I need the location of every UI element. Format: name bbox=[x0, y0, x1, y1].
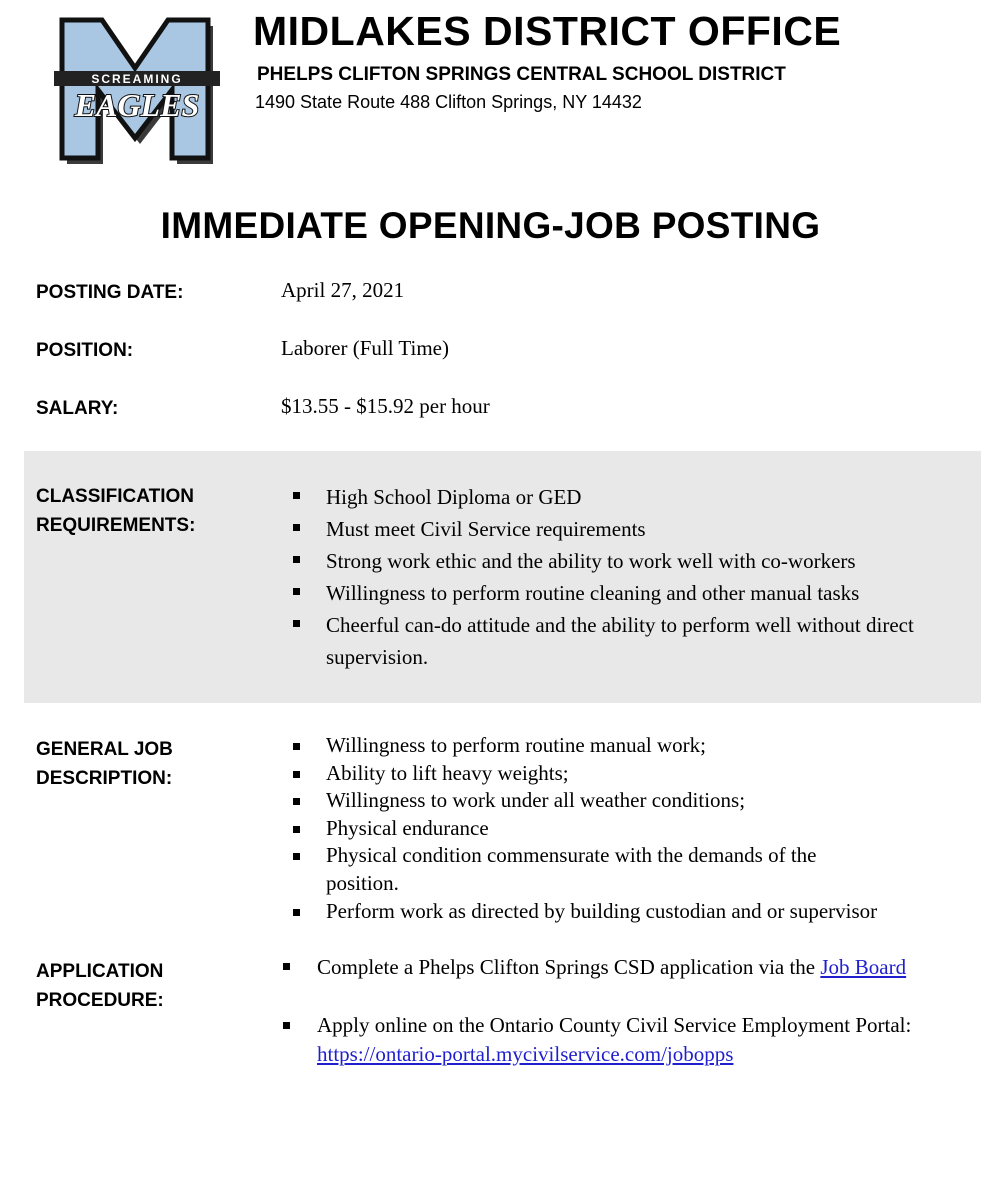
bullet-icon bbox=[293, 909, 300, 916]
bullet-icon bbox=[283, 1022, 290, 1029]
list-item: Perform work as directed by building custodian and or supervisor bbox=[290, 898, 970, 926]
list-item: Strong work ethic and the ability to work well with co-workers bbox=[290, 545, 960, 577]
logo-text-top: SCREAMING bbox=[91, 72, 183, 86]
requirements-list bbox=[290, 481, 960, 673]
bullet-icon bbox=[293, 524, 300, 531]
list-item: Willingness to perform routine manual work; bbox=[290, 732, 970, 760]
list-item: Physical endurance bbox=[290, 815, 970, 843]
salary-value: $13.55 - $15.92 per hour bbox=[281, 394, 490, 418]
list-item: Ability to lift heavy weights; bbox=[290, 760, 970, 788]
general-description-label: GENERAL JOB DESCRIPTION: bbox=[36, 739, 173, 789]
list-item: Willingness to work under all weather conditions; bbox=[290, 787, 970, 815]
district-logo bbox=[40, 8, 230, 178]
bullet-icon bbox=[293, 771, 300, 778]
application-steps-list bbox=[280, 952, 960, 1069]
list-item: Must meet Civil Service requirements bbox=[290, 513, 960, 545]
bullet-icon bbox=[283, 963, 290, 970]
posting-title: IMMEDIATE OPENING-JOB POSTING bbox=[160, 205, 821, 246]
posting-date-label: POSTING DATE: bbox=[36, 282, 184, 303]
bullet-icon bbox=[293, 620, 300, 627]
posting-date-value: April 27, 2021 bbox=[281, 278, 405, 302]
logo-text-main: EAGLES bbox=[74, 87, 200, 123]
bullet-icon bbox=[293, 826, 300, 833]
position-label: POSITION: bbox=[36, 340, 134, 361]
list-item: Complete a Phelps Clifton Springs CSD application via the Job Board bbox=[280, 952, 937, 983]
list-item: High School Diploma or GED bbox=[290, 481, 960, 513]
bullet-icon bbox=[293, 798, 300, 805]
bullet-icon bbox=[293, 853, 300, 860]
org-address: 1490 State Route 488 Clifton Springs, NY 14432 bbox=[255, 92, 642, 112]
job-board-link[interactable]: Job Board bbox=[820, 955, 907, 979]
bullet-icon bbox=[293, 492, 300, 499]
list-item: Cheerful can-do attitude and the ability to perform well without direct supervision. bbox=[290, 609, 960, 673]
bullet-icon bbox=[293, 743, 300, 750]
list-item: Physical condition commensurate with the demands of the position. bbox=[290, 842, 886, 897]
civil-service-portal-link[interactable]: https://ontario-portal.mycivilservice.com/jobopps bbox=[317, 1042, 734, 1066]
classification-label: CLASSIFICATION REQUIREMENTS: bbox=[36, 486, 196, 536]
description-list bbox=[290, 732, 970, 925]
position-value: Laborer (Full Time) bbox=[281, 336, 449, 360]
list-item: Apply online on the Ontario County Civil Service Employment Portal:https://ontario-portal.mycivilservice.com/jobopps bbox=[280, 1011, 937, 1069]
bullet-icon bbox=[293, 588, 300, 595]
org-title: MIDLAKES DISTRICT OFFICE bbox=[253, 8, 842, 54]
org-subtitle: PHELPS CLIFTON SPRINGS CENTRAL SCHOOL DISTRICT bbox=[257, 64, 786, 85]
bullet-icon bbox=[293, 556, 300, 563]
list-item: Willingness to perform routine cleaning and other manual tasks bbox=[290, 577, 960, 609]
application-procedure-label: APPLICATION PROCEDURE: bbox=[36, 961, 164, 1011]
salary-label: SALARY: bbox=[36, 398, 119, 419]
